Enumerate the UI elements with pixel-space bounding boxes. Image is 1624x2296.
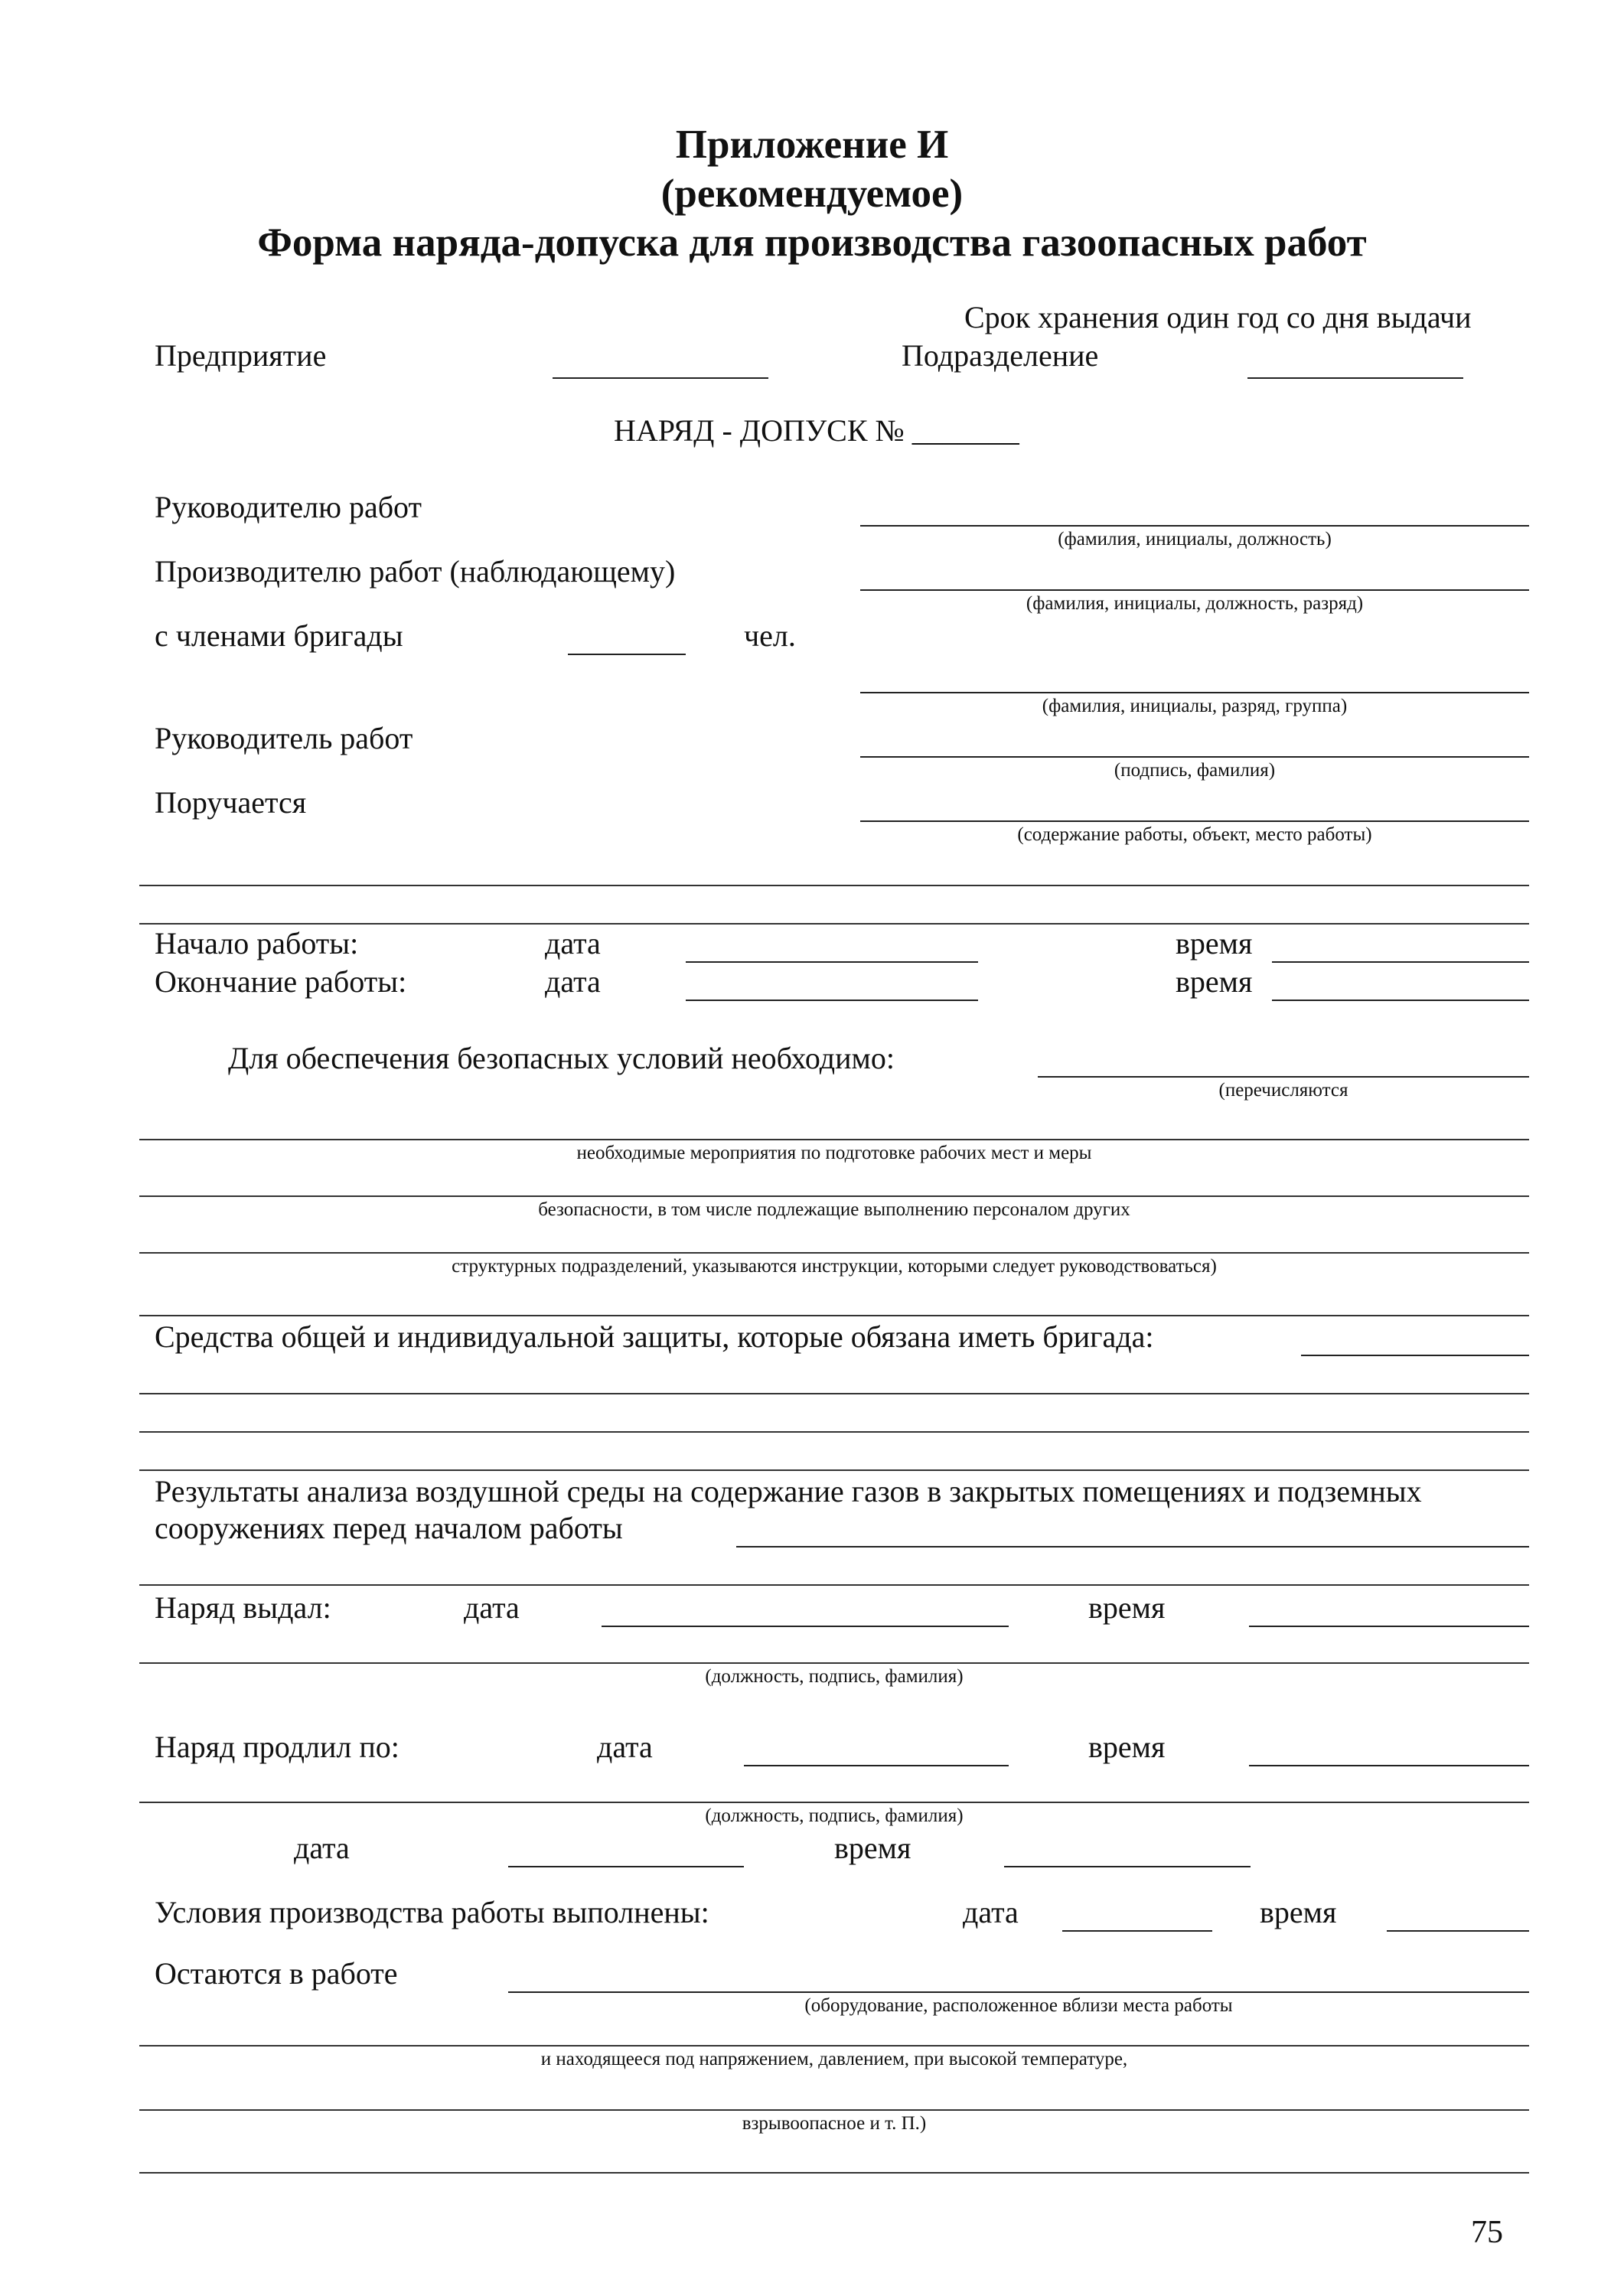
start-date-label: дата	[545, 926, 601, 960]
safety-hint-2: необходимые мероприятия по подготовке рабочих мест и меры	[576, 1143, 1092, 1163]
issued-time-field[interactable]	[1249, 1626, 1529, 1627]
conditions-date-field[interactable]	[1062, 1930, 1212, 1932]
end-time-label: время	[1176, 964, 1253, 999]
safety-line-5[interactable]	[139, 1315, 1529, 1316]
remaining-line-2[interactable]	[139, 2045, 1529, 2047]
safety-line-2[interactable]	[139, 1139, 1529, 1140]
conditions-date-label: дата	[963, 1895, 1019, 1929]
work-manager-to-hint: (фамилия, инициалы, должность)	[1058, 529, 1332, 550]
protection-label: Средства общей и индивидуальной защиты, которые обязана иметь бригада:	[155, 1319, 1154, 1354]
page-number: 75	[1471, 2215, 1503, 2250]
remaining-hint-2: и находящееся под напряжением, давлением, при высокой температуре,	[540, 2049, 1128, 2069]
appendix-subtitle: (рекомендуемое)	[660, 171, 964, 216]
work-manager-hint: (подпись, фамилия)	[1114, 760, 1276, 781]
end-date-label: дата	[545, 964, 601, 999]
safety-hint-3: безопасности, в том числе подлежащие выполнению персоналом других	[538, 1199, 1130, 1220]
protection-line-2[interactable]	[139, 1393, 1529, 1394]
crew-count-field[interactable]	[568, 654, 686, 655]
remaining-line-3[interactable]	[139, 2109, 1529, 2111]
crew-hint: (фамилия, инициалы, разряд, группа)	[1042, 696, 1348, 716]
start-time-label: время	[1176, 926, 1253, 960]
extended-time-field-2[interactable]	[1004, 1866, 1251, 1867]
appendix-title: Приложение И	[675, 122, 949, 167]
work-manager-label: Руководитель работ	[155, 721, 413, 755]
start-label: Начало работы:	[155, 926, 359, 960]
assigned-field[interactable]	[860, 820, 1529, 822]
safety-line-3[interactable]	[139, 1195, 1529, 1197]
safety-hint-1: (перечисляются	[1218, 1080, 1348, 1101]
safety-line-4[interactable]	[139, 1252, 1529, 1254]
end-time-field[interactable]	[1272, 1000, 1529, 1001]
remaining-label: Остаются в работе	[155, 1956, 398, 1991]
safety-hint-4: структурных подразделений, указываются инструкции, которыми следует руководствоваться)	[452, 1256, 1217, 1277]
crew-members-label: с членами бригады	[155, 618, 403, 653]
issued-date-field[interactable]	[602, 1626, 1009, 1627]
assigned-label: Поручается	[155, 785, 307, 820]
extended-date-field[interactable]	[744, 1765, 1009, 1766]
division-field[interactable]	[1247, 377, 1463, 379]
extended-label: Наряд продлил по:	[155, 1730, 399, 1764]
start-time-field[interactable]	[1272, 961, 1529, 963]
air-analysis-line-2[interactable]	[139, 1584, 1529, 1586]
remaining-hint-3: взрывоопасное и т. П.)	[742, 2113, 927, 2134]
division-label: Подразделение	[902, 338, 1099, 373]
work-performer-hint: (фамилия, инициалы, должность, разряд)	[1026, 593, 1364, 614]
remaining-line-4[interactable]	[139, 2172, 1529, 2174]
protection-line-3[interactable]	[139, 1431, 1529, 1433]
work-manager-to-label: Руководителю работ	[155, 490, 422, 524]
page-title: Форма наряда-допуска для производства газоопасных работ	[257, 220, 1367, 265]
extended-date-label-2: дата	[294, 1831, 350, 1865]
issued-hint: (должность, подпись, фамилия)	[705, 1666, 964, 1687]
assigned-hint: (содержание работы, объект, место работы)	[1017, 824, 1372, 845]
end-date-field[interactable]	[686, 1000, 978, 1001]
protection-line-4[interactable]	[139, 1469, 1529, 1471]
enterprise-field[interactable]	[553, 377, 768, 379]
safety-label: Для обеспечения безопасных условий необходимо:	[228, 1041, 895, 1075]
air-analysis-label-1: Результаты анализа воздушной среды на содержание газов в закрытых помещениях и подземных	[155, 1474, 1422, 1508]
extended-time-label: время	[1088, 1730, 1166, 1764]
crew-unit-label: чел.	[744, 618, 796, 653]
extended-time-label-2: время	[834, 1831, 911, 1865]
extended-hint: (должность, подпись, фамилия)	[705, 1805, 964, 1826]
storage-note: Срок хранения один год со дня выдачи	[964, 300, 1472, 334]
issued-date-label: дата	[464, 1590, 520, 1625]
assigned-line-2[interactable]	[139, 885, 1529, 886]
enterprise-label: Предприятие	[155, 338, 327, 373]
work-manager-to-field[interactable]	[860, 525, 1529, 527]
issued-label: Наряд выдал:	[155, 1590, 331, 1625]
extended-date-label: дата	[597, 1730, 653, 1764]
extended-date-field-2[interactable]	[508, 1866, 744, 1867]
assigned-line-3[interactable]	[139, 923, 1529, 925]
protection-field[interactable]	[1301, 1355, 1529, 1356]
safety-field[interactable]	[1038, 1076, 1529, 1078]
air-analysis-label-2: сооружениях перед началом работы	[155, 1511, 623, 1545]
remaining-field[interactable]	[508, 1991, 1529, 1993]
remaining-hint-1: (оборудование, расположенное вблизи места работы	[804, 1995, 1233, 2016]
crew-names-field[interactable]	[860, 692, 1529, 693]
conditions-time-label: время	[1260, 1895, 1337, 1929]
end-label: Окончание работы:	[155, 964, 407, 999]
issued-time-label: время	[1088, 1590, 1166, 1625]
extended-time-field[interactable]	[1249, 1765, 1529, 1766]
work-performer-label: Производителю работ (наблюдающему)	[155, 554, 676, 589]
conditions-time-field[interactable]	[1387, 1930, 1529, 1932]
air-analysis-field[interactable]	[736, 1546, 1529, 1548]
issued-signature-line[interactable]	[139, 1662, 1529, 1664]
conditions-label: Условия производства работы выполнены:	[155, 1895, 709, 1929]
permit-number-label: НАРЯД - ДОПУСК № _______	[614, 413, 1019, 448]
work-manager-signature-field[interactable]	[860, 756, 1529, 758]
start-date-field[interactable]	[686, 961, 978, 963]
work-performer-field[interactable]	[860, 589, 1529, 591]
extended-signature-line[interactable]	[139, 1802, 1529, 1803]
